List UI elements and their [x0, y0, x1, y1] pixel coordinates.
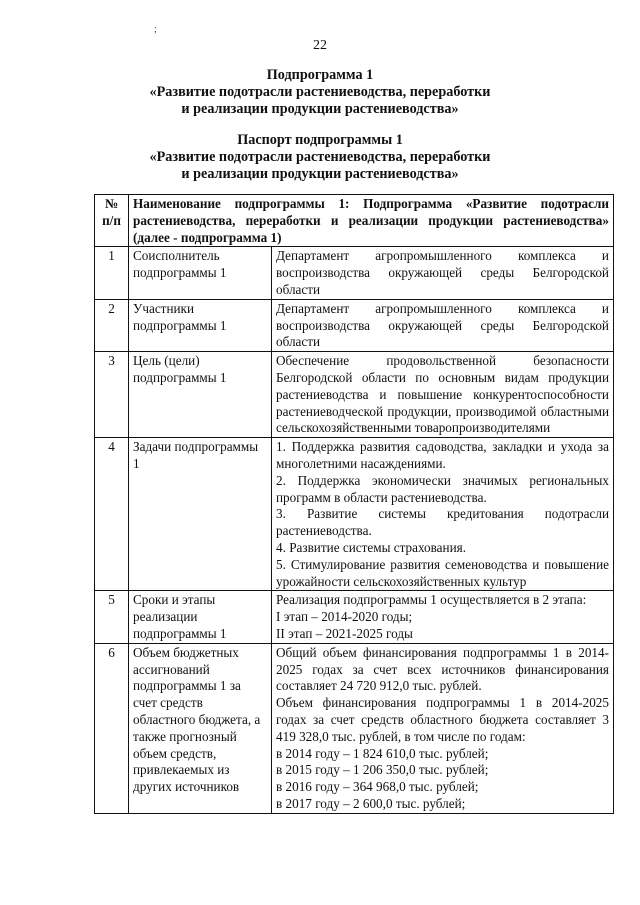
row-content-paragraph: II этап – 2021-2025 годы: [276, 625, 413, 641]
row-label: Соисполнитель подпрограммы 1: [129, 247, 272, 299]
table-row: [95, 247, 614, 299]
scan-speck: ;: [154, 24, 157, 35]
row-content-paragraph: I этап – 2014-2020 годы;: [276, 609, 413, 625]
row-number: 1: [95, 247, 129, 299]
row-content-paragraph: Общий объем финансирования подпрограммы 1 в 2014-2025 годах за счет всех источников финансирования составляет 24 720 912,0 тыс. рублей.: [276, 644, 609, 694]
subprogram-title: [0, 67, 640, 118]
header-name-text: Наименование подпрограммы 1: Подпрограмма «Развитие подотрасли растениеводства, переработки и реализации продукции растениеводства» (далее - подпрограмма 1): [133, 196, 609, 245]
table-row: [95, 438, 614, 591]
row-content-paragraph: Департамент агропромышленного комплекса и воспроизводства окружающей среды Белгородской области: [276, 300, 609, 350]
row-content-paragraph: Департамент агропромышленного комплекса и воспроизводства окружающей среды Белгородской области: [276, 248, 609, 297]
row-number: 6: [95, 643, 129, 813]
row-label: Участники подпрограммы 1: [129, 299, 272, 351]
row-label: Цель (цели) подпрограммы 1: [129, 352, 272, 438]
passport-title-line: и реализации продукции растениеводства»: [181, 166, 459, 182]
passport-table: [94, 194, 614, 814]
row-content-paragraph: в 2014 году – 1 824 610,0 тыс. рублей;: [276, 745, 489, 761]
row-content-paragraph: в 2017 году – 2 600,0 тыс. рублей;: [276, 795, 466, 811]
row-content-paragraph: в 2015 году – 1 206 350,0 тыс. рублей;: [276, 762, 489, 778]
row-content-paragraph: в 2016 году – 364 968,0 тыс. рублей;: [276, 779, 479, 795]
row-content-paragraph: 3. Развитие системы кредитования подотрасли растениеводства.: [276, 506, 609, 539]
row-number: 2: [95, 299, 129, 351]
row-number: 4: [95, 438, 129, 591]
row-label: Задачи подпрограммы 1: [129, 438, 272, 591]
passport-title-line: Паспорт подпрограммы 1: [237, 132, 403, 148]
header-number-cell: [95, 195, 129, 247]
row-content: [272, 591, 614, 643]
row-label: Объем бюджетных ассигнований подпрограммы 1 за счет средств областного бюджета, а также прогнозный объем средств, привлекаемых из других источников: [129, 643, 272, 813]
row-number: 3: [95, 352, 129, 438]
row-content-paragraph: Объем финансирования подпрограммы 1 в 2014-2025 годах за счет средств областного бюджета составляет 3 419 328,0 тыс. рублей, в том числе по годам:: [276, 695, 609, 744]
row-content: [272, 643, 614, 813]
row-content: [272, 352, 614, 438]
row-number: 5: [95, 591, 129, 643]
row-content-paragraph: Реализация подпрограммы 1 осуществляется в 2 этапа:: [276, 592, 587, 608]
table-row: [95, 299, 614, 351]
row-content: [272, 299, 614, 351]
passport-title-line: «Развитие подотрасли растениеводства, переработки: [149, 149, 491, 165]
subprogram-title-line: «Развитие подотрасли растениеводства, переработки: [149, 84, 491, 100]
row-content: [272, 438, 614, 591]
row-content-paragraph: 1. Поддержка развития садоводства, закладки и ухода за многолетними насаждениями.: [276, 439, 609, 471]
header-name-cell: [129, 195, 614, 247]
header-number-label: №: [104, 196, 119, 211]
row-content-paragraph: 4. Развитие системы страхования.: [276, 539, 467, 555]
subprogram-title-line: Подпрограмма 1: [266, 67, 374, 83]
header-number-label: п/п: [102, 212, 121, 228]
row-content-paragraph: 5. Стимулирование развития семеноводства и повышение урожайности сельскохозяйственных культур: [276, 556, 609, 589]
table-row: [95, 352, 614, 438]
table-row: [95, 591, 614, 643]
passport-title: [0, 132, 640, 183]
row-label: Сроки и этапы реализации подпрограммы 1: [129, 591, 272, 643]
table-row: [95, 643, 614, 813]
row-content-paragraph: 2. Поддержка экономически значимых региональных программ в области растениеводства.: [276, 472, 609, 505]
page-number: 22: [313, 38, 327, 53]
row-content: [272, 247, 614, 299]
table-header-row: [95, 195, 614, 247]
row-content-paragraph: Обеспечение продовольственной безопасности Белгородской области по основным видам продукции растениеводства и повышение конкурентоспособности растениеводческой продукции, производимой областными сельскохозяйственными товаропроизводителями: [276, 353, 609, 436]
subprogram-title-line: и реализации продукции растениеводства»: [181, 101, 459, 117]
